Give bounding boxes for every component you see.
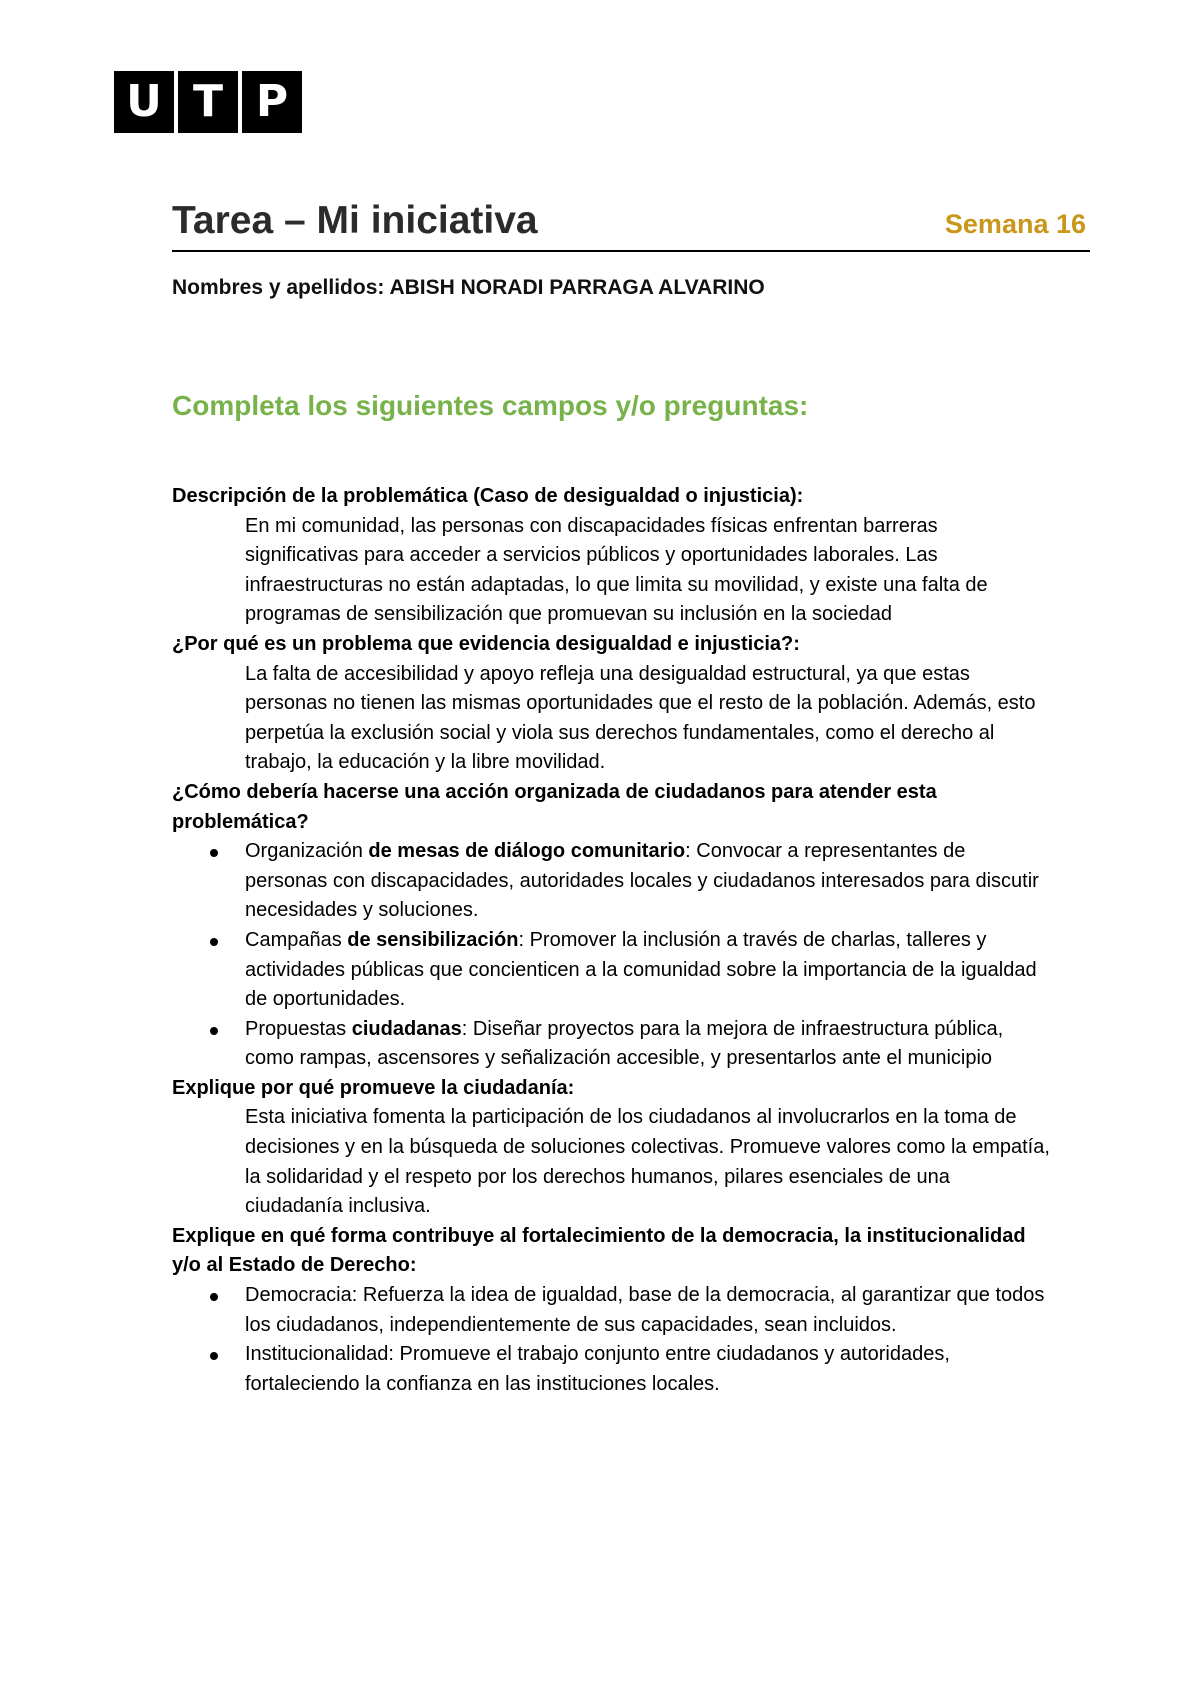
bullet-icon (210, 1293, 218, 1301)
logo-letter-t: T (178, 71, 238, 133)
document-body (172, 482, 1052, 1399)
democracy-list (172, 1281, 1052, 1399)
answer-problem: En mi comunidad, las personas con discapacidades físicas enfrentan barreras significativas para acceder a servicios públicos y oportunidades laborales. Las infraestructuras no están adaptadas, lo que limita su movilidad, y existe una falta de programas de sensibilización que promuevan su inclusión en la sociedad (245, 514, 988, 626)
how-list (172, 837, 1052, 1074)
question-how: ¿Cómo debería hacerse una acción organizada de ciudadanos para atender esta problemática? (172, 780, 937, 833)
bullet-icon (210, 849, 218, 857)
question-why: ¿Por qué es un problema que evidencia desigualdad e injusticia?: (172, 632, 800, 655)
utp-logo (114, 71, 302, 133)
list-item: Democracia: Refuerza la idea de igualdad, base de la democracia, al garantizar que todos los ciudadanos, independientemente de sus capacidades, sean incluidos. (172, 1281, 1052, 1340)
bullet-icon (210, 1027, 218, 1035)
logo-letter-u: U (114, 71, 174, 133)
answer-citizenship: Esta iniciativa fomenta la participación de los ciudadanos al involucrarlos en la toma de decisiones y en la búsqueda de soluciones colectivas. Promueve valores como la empatía, la solidaridad y el respeto por los derechos humanos, pilares esenciales de una ciudadanía inclusiva. (245, 1106, 1050, 1218)
page-title: Tarea – Mi iniciativa (172, 199, 538, 242)
list-item: Institucionalidad: Promueve el trabajo conjunto entre ciudadanos y autoridades, fortaleciendo la confianza en las instituciones locales. (172, 1340, 1052, 1399)
question-citizenship: Explique por qué promueve la ciudadanía: (172, 1076, 575, 1099)
list-item: Propuestas ciudadanas: Diseñar proyectos para la mejora de infraestructura pública, como rampas, ascensores y señalización accesible, y presentarlos ante el municipio (172, 1015, 1052, 1074)
student-line (172, 276, 765, 300)
bullet-icon (210, 1352, 218, 1360)
student-name: ABISH NORADI PARRAGA ALVARINO (389, 276, 765, 299)
student-label: Nombres y apellidos: (172, 276, 385, 299)
bullet-icon (210, 938, 218, 946)
week-label: Semana 16 (944, 209, 1086, 239)
question-democracy: Explique en qué forma contribuye al fortalecimiento de la democracia, la institucionalidad y/o al Estado de Derecho: (172, 1224, 1026, 1277)
list-item: Organización de mesas de diálogo comunitario: Convocar a representantes de personas con discapacidades, autoridades locales y ciudadanos interesados para discutir necesidades y soluciones. (172, 837, 1052, 926)
list-item: Campañas de sensibilización: Promover la inclusión a través de charlas, talleres y actividades públicas que concienticen a la comunidad sobre la importancia de la igualdad de oportunidades. (172, 926, 1052, 1015)
document-header (172, 196, 1090, 252)
question-problem: Descripción de la problemática (Caso de desigualdad o injusticia): (172, 485, 804, 507)
logo-letter-p: P (242, 71, 302, 133)
answer-why: La falta de accesibilidad y apoyo refleja una desigualdad estructural, ya que estas personas no tienen las mismas oportunidades que el resto de la población. Además, esto perpetúa la exclusión social y viola sus derechos fundamentales, como el derecho al trabajo, la educación y la libre movilidad. (245, 662, 1036, 774)
section-subtitle: Completa los siguientes campos y/o preguntas: (172, 390, 809, 421)
